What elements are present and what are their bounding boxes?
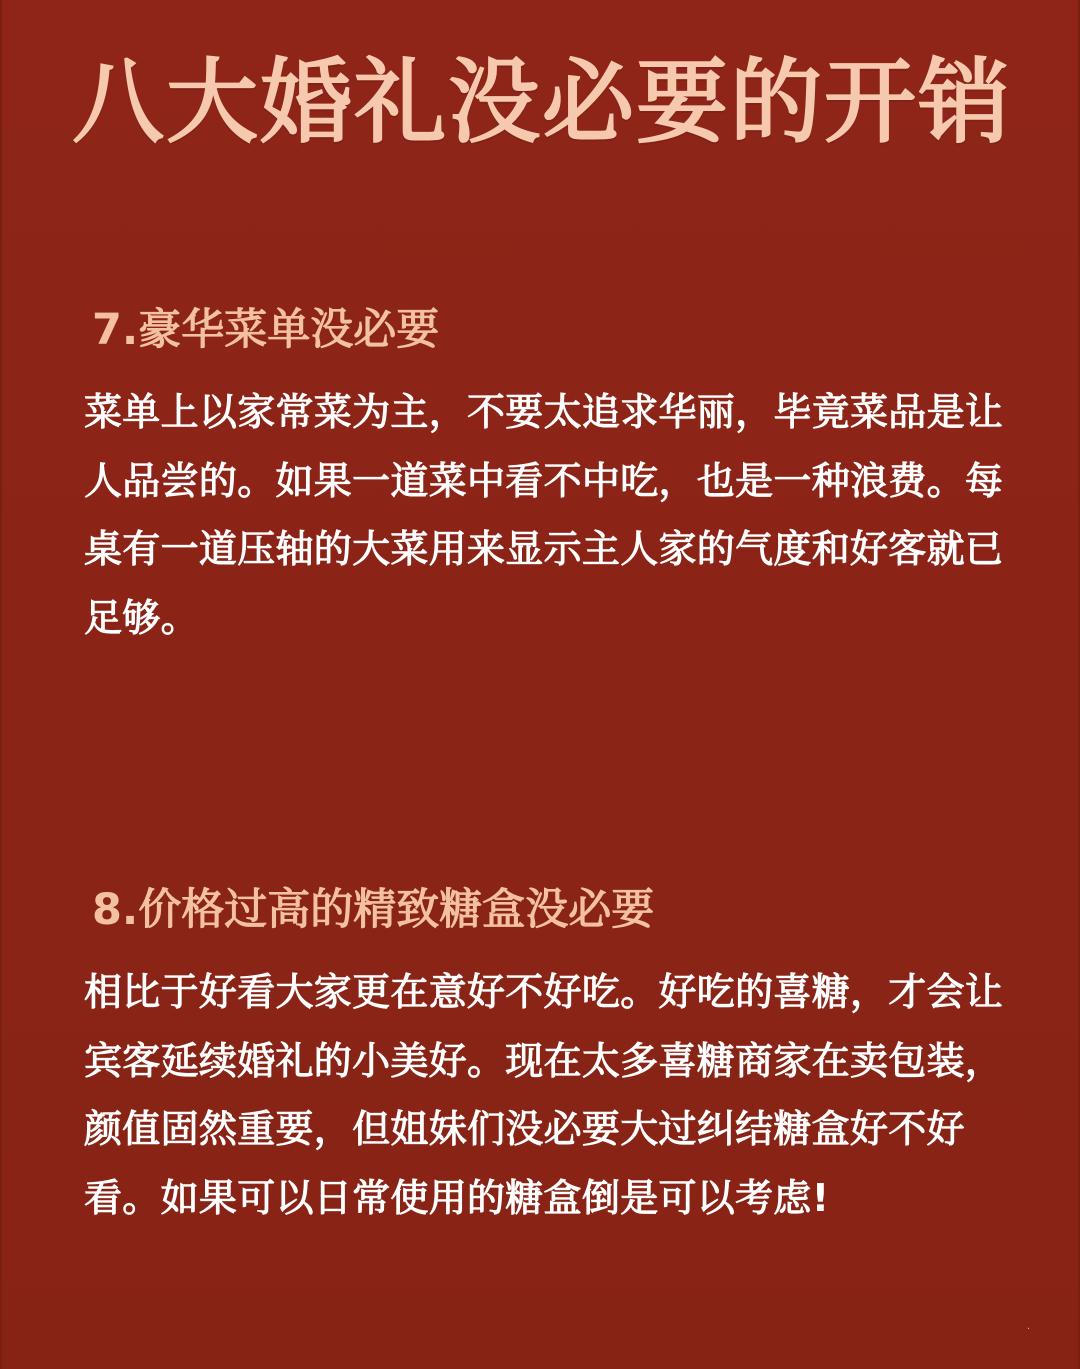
corner-mark: · — [1026, 1324, 1030, 1335]
section-7-body: 菜单上以家常菜为主，不要太追求华丽，毕竟菜品是让人品尝的。如果一道菜中看不中吃，也是一种浪费。每桌有一道压轴的大菜用来显示主人家的气度和好客就已足够。 — [84, 390, 1004, 640]
section-7-heading: 7.豪华菜单没必要 — [92, 305, 440, 355]
section-7 — [84, 302, 1024, 652]
section-8 — [84, 882, 1024, 1232]
section-8-body: 相比于好看大家更在意好不好吃。好吃的喜糖，才会让宾客延续婚礼的小美好。现在太多喜糖商家在卖包装，颜值固然重要，但姐妹们没必要大过纠结糖盒好不好看。如果可以日常使用的糖盒倒是可以考虑! — [84, 970, 1004, 1220]
section-8-heading: 8.价格过高的精致糖盒没必要 — [92, 885, 655, 935]
page-title: 八大婚礼没必要的开销 — [71, 49, 1012, 156]
